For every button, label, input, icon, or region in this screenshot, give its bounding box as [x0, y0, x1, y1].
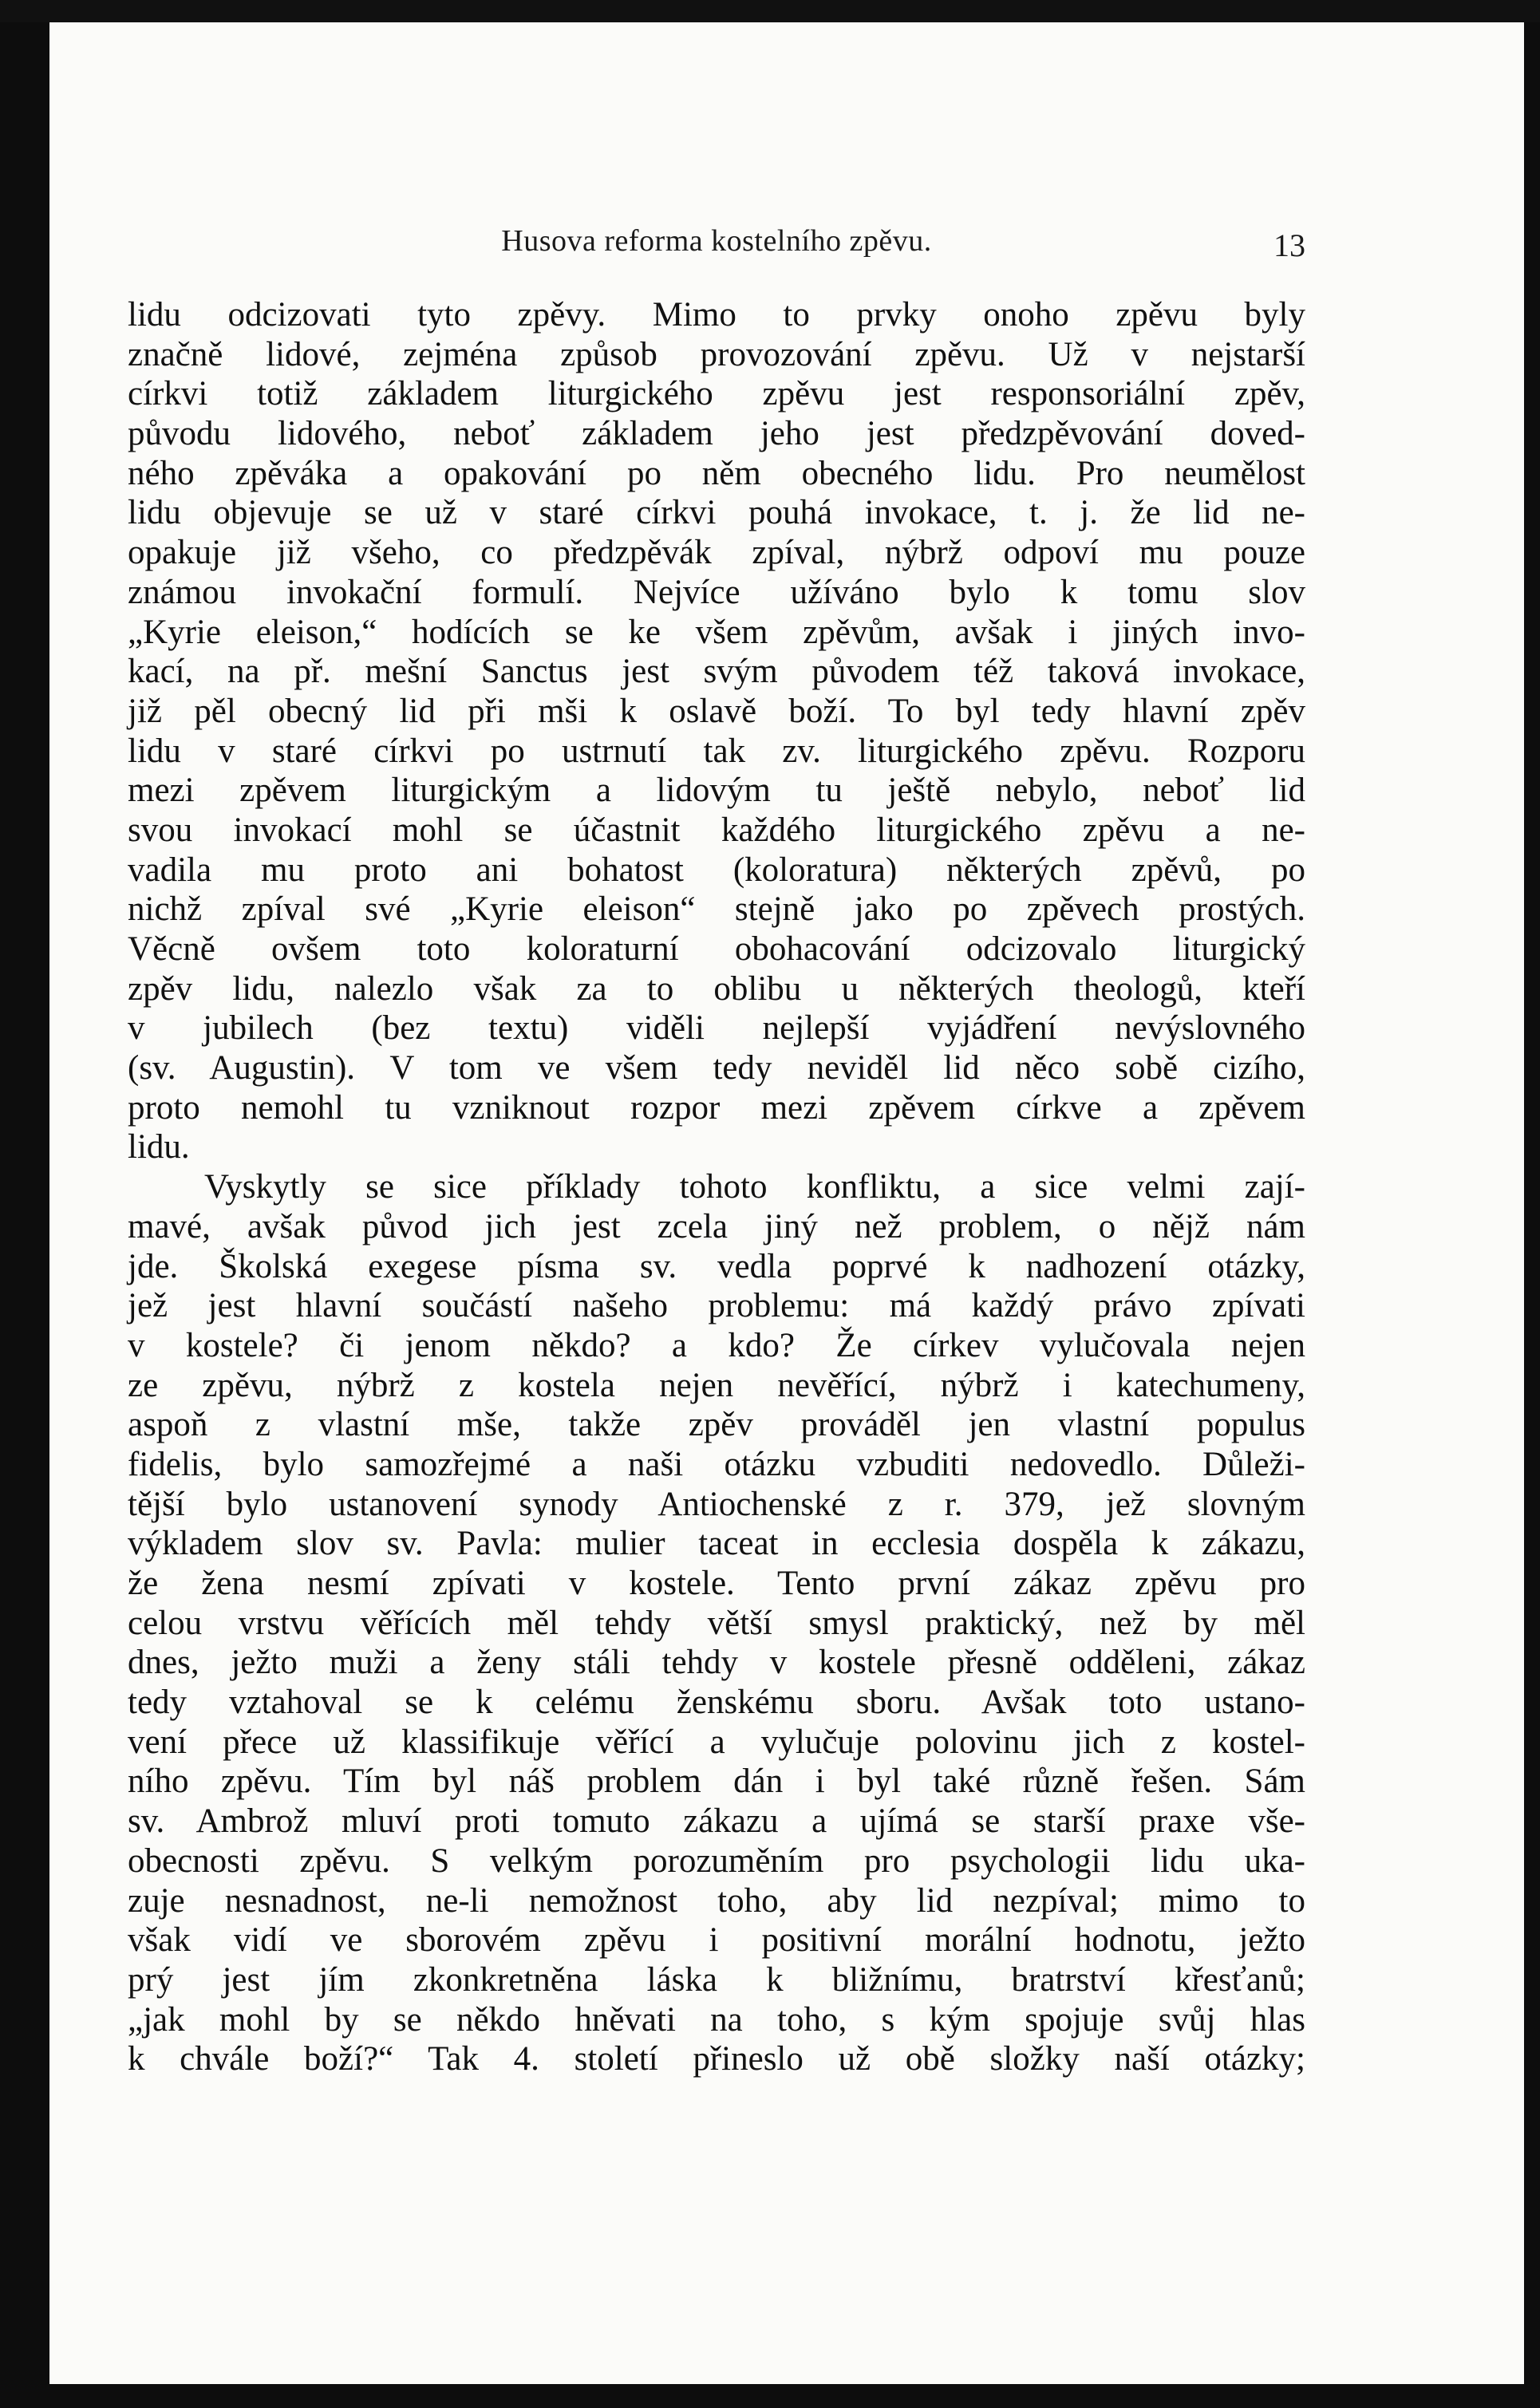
text-line: mezi zpěvem liturgickým a lidovým tu ještě nebylo, neboť lid: [128, 772, 1305, 810]
scan-border: [0, 0, 1540, 22]
text-line: k chvále boží?“ Tak 4. století přineslo už obě složky naší otázky;: [128, 2040, 1305, 2078]
text-line: ního zpěvu. Tím byl náš problem dán i byl také různě řešen. Sám: [128, 1763, 1305, 1801]
text-line: „Kyrie eleison,“ hodících se ke všem zpěvům, avšak i jiných invo-: [128, 613, 1305, 651]
text-line: značně lidové, zejména způsob provozování zpěvu. Už v nejstarší: [128, 335, 1305, 373]
text-line: lidu odcizovati tyto zpěvy. Mimo to prvky onoho zpěvu byly: [128, 296, 1305, 334]
text-line: tedy vztahoval se k celému ženskému sboru. Avšak toto ustano-: [128, 1684, 1305, 1722]
text-line: ného zpěváka a opakování po něm obecného lidu. Pro neumělost: [128, 454, 1305, 492]
text-line: tější bylo ustanovení synody Antiochenské z r. 379, jež slovným: [128, 1485, 1305, 1523]
text-line: fidelis, bylo samozřejmé a naši otázku vzbuditi nedovedlo. Důleži-: [128, 1445, 1305, 1483]
text-line: celou vrstvu věřících měl tehdy větší smysl praktický, než by měl: [128, 1604, 1305, 1642]
text-line: vení přece už klassifikuje věřící a vylučuje polovinu jich z kostel-: [128, 1723, 1305, 1761]
text-line: (sv. Augustin). V tom ve všem tedy neviděl lid něco sobě cizího,: [128, 1049, 1305, 1088]
text-line: že žena nesmí zpívati v kostele. Tento první zákaz zpěvu pro: [128, 1565, 1305, 1602]
running-title: Husova reforma kostelního zpěvu.: [501, 224, 932, 258]
page-header: [128, 217, 1305, 265]
text-line: obecnosti zpěvu. S velkým porozuměním pro psychologii lidu uka-: [128, 1842, 1305, 1880]
text-line: kací, na př. mešní Sanctus jest svým původem též taková invokace,: [128, 653, 1305, 691]
text-line: známou invokační formulí. Nejvíce užíváno bylo k tomu slov: [128, 573, 1305, 611]
text-line: jež jest hlavní součástí našeho problemu: má každý právo zpívati: [128, 1287, 1305, 1325]
text-line: mavé, avšak původ jich jest zcela jiný než problem, o nějž nám: [128, 1207, 1305, 1245]
text-line: zuje nesnadnost, ne-li nemožnost toho, aby lid nezpíval; mimo to: [128, 1881, 1305, 1920]
text-line: jde. Školská exegese písma sv. vedla poprvé k nadhození otázky,: [128, 1247, 1305, 1285]
text-line: ze zpěvu, nýbrž z kostela nejen nevěřící, nýbrž i katechumeny,: [128, 1366, 1305, 1404]
text-line: lidu.: [128, 1128, 190, 1166]
text-line: Věcně ovšem toto koloraturní obohacování odcizovalo liturgický: [128, 930, 1305, 968]
text-line: v jubilech (bez textu) viděli nejlepší vyjádření nevýslovného: [128, 1009, 1305, 1048]
text-line: sv. Ambrož mluví proti tomuto zákazu a ujímá se starší praxe vše-: [128, 1802, 1305, 1841]
text-line: Vyskytly se sice příklady tohoto konfliktu, a sice velmi zají-: [204, 1168, 1305, 1206]
text-line: opakuje již všeho, co předzpěvák zpíval, nýbrž odpoví mu pouze: [128, 534, 1305, 572]
text-line: svou invokací mohl se účastnit každého liturgického zpěvu a ne-: [128, 811, 1305, 849]
page-number: 13: [1273, 227, 1305, 263]
text-line: však vidí ve sborovém zpěvu i positivní morální hodnotu, ježto: [128, 1921, 1305, 1960]
text-line: v kostele? či jenom někdo? a kdo? Že církev vylučovala nejen: [128, 1326, 1305, 1364]
text-line: proto nemohl tu vzniknout rozpor mezi zpěvem církve a zpěvem: [128, 1088, 1305, 1127]
text-line: vadila mu proto ani bohatost (koloratura) některých zpěvů, po: [128, 851, 1305, 889]
body-text: [128, 295, 1305, 2079]
text-line: prý jest jím zkonkretněna láska k bližnímu, bratrství křesťanů;: [128, 1960, 1305, 1999]
text-line: dnes, ježto muži a ženy stáli tehdy v kostele přesně odděleni, zákaz: [128, 1644, 1305, 1682]
text-line: lidu objevuje se už v staré církvi pouhá invokace, t. j. že lid ne-: [128, 494, 1305, 532]
text-line: lidu v staré církvi po ustrnutí tak zv. liturgického zpěvu. Rozporu: [128, 732, 1305, 770]
text-line: církvi totiž základem liturgického zpěvu jest responsoriální zpěv,: [128, 375, 1305, 413]
text-line: již pěl obecný lid při mši k oslavě boží. To byl tedy hlavní zpěv: [128, 692, 1305, 730]
text-line: zpěv lidu, nalezlo však za to oblibu u některých theologů, kteří: [128, 969, 1305, 1008]
text-line: původu lidového, neboť základem jeho jest předzpěvování doved-: [128, 415, 1305, 453]
text-line: nichž zpíval své „Kyrie eleison“ stejně jako po zpěvech prostých.: [128, 890, 1305, 929]
text-line: „jak mohl by se někdo hněvati na toho, s kým spojuje svůj hlas: [128, 2000, 1305, 2039]
text-line: výkladem slov sv. Pavla: mulier taceat in ecclesia dospěla k zákazu,: [128, 1525, 1305, 1563]
text-line: aspoň z vlastní mše, takže zpěv prováděl jen vlastní populus: [128, 1406, 1305, 1444]
